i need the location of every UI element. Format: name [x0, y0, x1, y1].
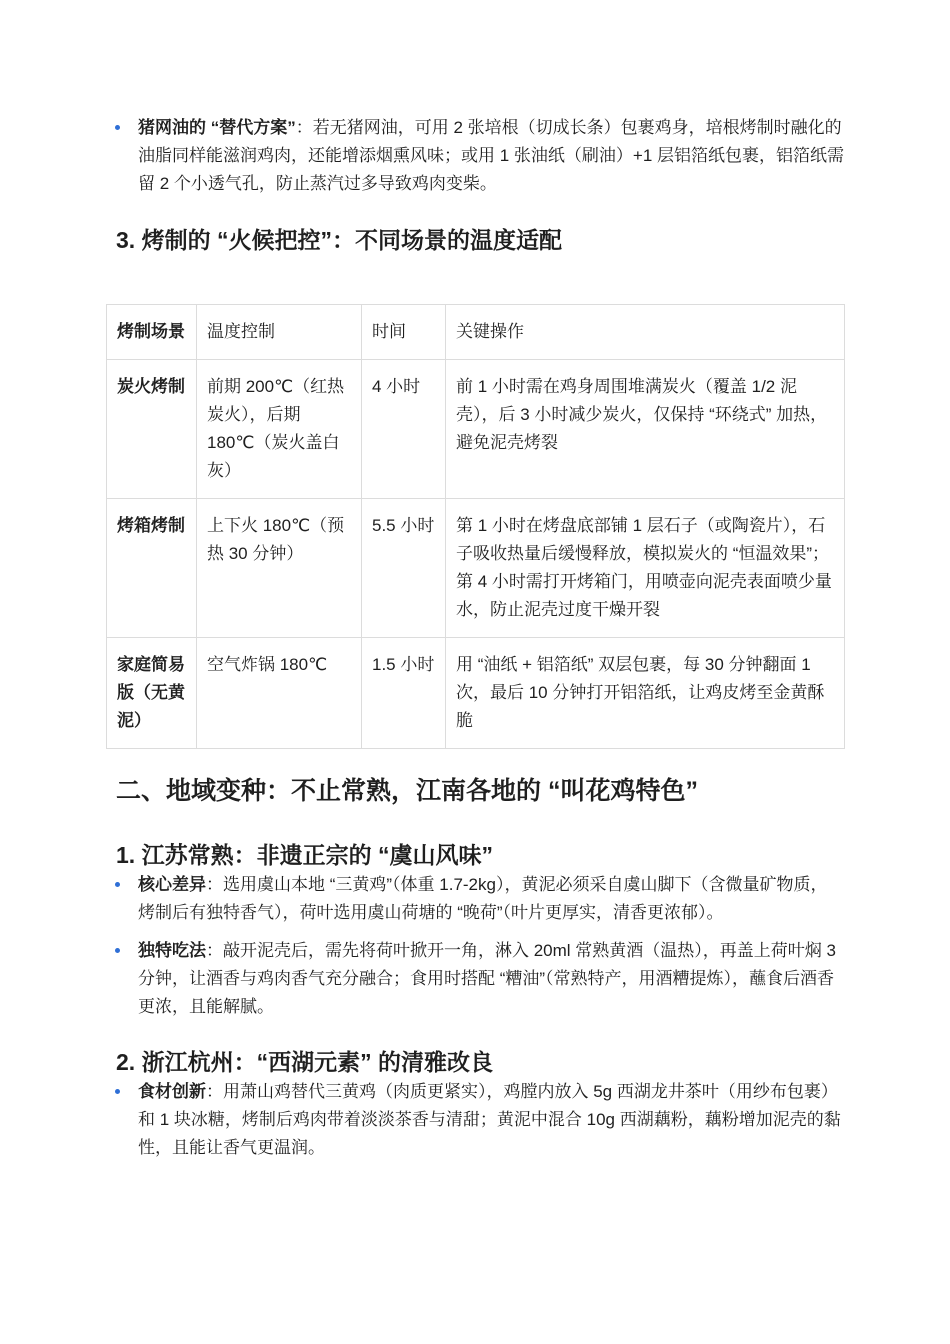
cell-time: 4 小时	[362, 360, 446, 499]
list-item	[116, 1078, 844, 1162]
table-header-row	[107, 305, 845, 360]
cell-key-steps: 前 1 小时需在鸡身周围堆满炭火（覆盖 1/2 泥壳），后 3 小时减少炭火，仅保持 “环绕式” 加热，避免泥壳烤裂	[446, 360, 845, 499]
column-header-key-steps: 关键操作	[446, 305, 845, 360]
subsection-heading-hangzhou: 2. 浙江杭州：“西湖元素” 的清雅改良	[116, 1049, 493, 1075]
lard-substitute-bullet-list	[106, 114, 844, 198]
subsection-heading-changshu: 1. 江苏常熟：非遗正宗的 “虞山风味”	[116, 842, 493, 868]
list-item	[116, 114, 844, 198]
cell-temperature: 上下火 180℃（预热 30 分钟）	[197, 499, 362, 638]
hangzhou-bullet-list	[106, 1078, 844, 1162]
cell-temperature: 前期 200℃（红热炭火），后期 180℃（炭火盖白灰）	[197, 360, 362, 499]
section-heading-regional-variants: 二、地域变种：不止常熟，江南各地的 “叫花鸡特色”	[116, 777, 698, 805]
cell-key-steps: 用 “油纸 + 铝箔纸” 双层包裹，每 30 分钟翻面 1 次，最后 10 分钟打开铝箔纸，让鸡皮烤至金黄酥脆	[446, 638, 845, 749]
cell-scene: 炭火烤制	[107, 360, 197, 499]
column-header-temperature: 温度控制	[197, 305, 362, 360]
table-row	[107, 360, 845, 499]
roasting-scenario-table	[106, 304, 845, 749]
bullet-text: ：敲开泥壳后，需先将荷叶掀开一角，淋入 20ml 常熟黄酒（温热），再盖上荷叶焖 3 分钟，让酒香与鸡肉香气充分融合；食用时搭配 “糟油”（常熟特产，用酒糟提炼），蘸食后酒香更浓，且能解腻。	[138, 941, 836, 1016]
cell-key-steps: 第 1 小时在烤盘底部铺 1 层石子（或陶瓷片），石子吸收热量后缓慢释放，模拟炭火的 “恒温效果”；第 4 小时需打开烤箱门，用喷壶向泥壳表面喷少量水，防止泥壳过度干燥开裂	[446, 499, 845, 638]
bullet-text: ：选用虞山本地 “三黄鸡”（体重 1.7-2kg），黄泥必须采自虞山脚下（含微量矿物质，烤制后有独特香气），荷叶选用虞山荷塘的 “晚荷”（叶片更厚实，清香更浓郁）。	[138, 875, 828, 922]
table-head	[107, 305, 845, 360]
table-row	[107, 638, 845, 749]
bullet-label: 独特吃法	[138, 941, 206, 960]
bullet-text: ：用萧山鸡替代三黄鸡（肉质更紧实），鸡膛内放入 5g 西湖龙井茶叶（用纱布包裹）和 1 块冰糖，烤制后鸡肉带着淡淡茶香与清甜；黄泥中混合 10g 西湖藕粉，藕粉增加泥壳的黏性，且能让香气更温润。	[138, 1082, 841, 1157]
cell-scene: 家庭简易版（无黄泥）	[107, 638, 197, 749]
bullet-dot-icon	[115, 948, 120, 953]
table-body	[107, 360, 845, 749]
bullet-label: 核心差异	[138, 875, 206, 894]
bullet-label: 食材创新	[138, 1082, 206, 1101]
cell-temperature: 空气炸锅 180℃	[197, 638, 362, 749]
cell-time: 1.5 小时	[362, 638, 446, 749]
table-row	[107, 499, 845, 638]
bullet-dot-icon	[115, 882, 120, 887]
document-content	[106, 0, 844, 1162]
column-header-scene: 烤制场景	[107, 305, 197, 360]
cell-scene: 烤箱烤制	[107, 499, 197, 638]
bullet-label: 猪网油的 “替代方案”	[138, 118, 296, 137]
section-heading-roasting-heat-control: 3. 烤制的 “火候把控”：不同场景的温度适配	[116, 227, 562, 253]
column-header-time: 时间	[362, 305, 446, 360]
bullet-text: ：若无猪网油，可用 2 张培根（切成长条）包裹鸡身，培根烤制时融化的油脂同样能滋润鸡肉，还能增添烟熏风味；或用 1 张油纸（刷油）+1 层铝箔纸包裹，铝箔纸需留 2 个小透气孔，防止蒸汽过多导致鸡肉变柴。	[138, 118, 845, 193]
bullet-dot-icon	[115, 1089, 120, 1094]
list-item	[116, 871, 844, 927]
bullet-dot-icon	[115, 125, 120, 130]
changshu-bullet-list	[106, 871, 844, 1021]
cell-time: 5.5 小时	[362, 499, 446, 638]
list-item	[116, 937, 844, 1021]
